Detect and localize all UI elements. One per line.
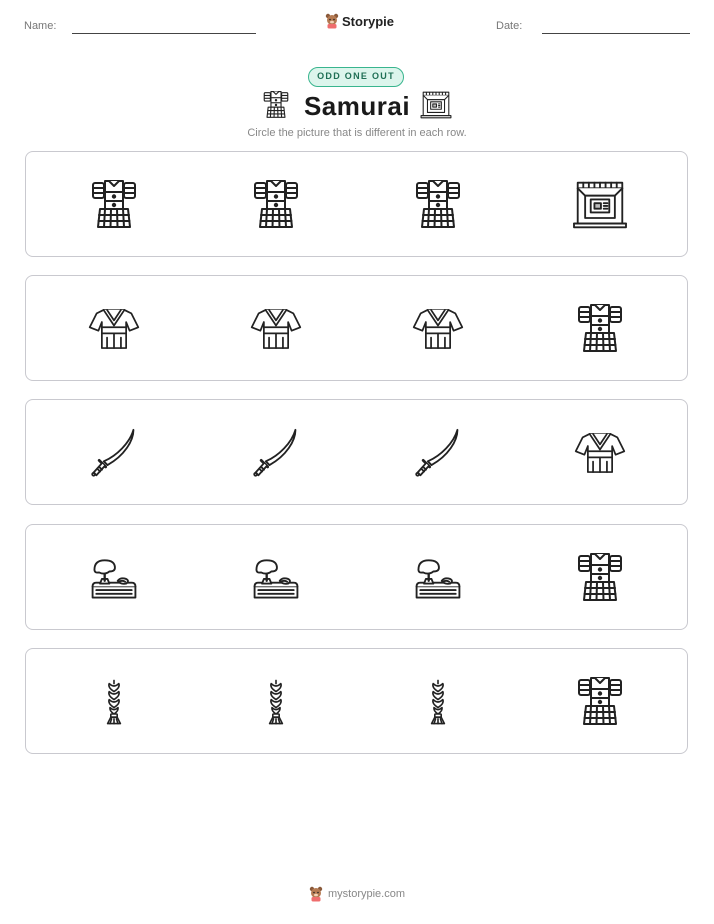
braid-picture[interactable]: [410, 674, 466, 730]
worksheet-header: [0, 0, 714, 50]
armor-picture[interactable]: [410, 177, 466, 233]
armor-picture[interactable]: [572, 301, 628, 357]
date-field[interactable]: [542, 33, 690, 34]
kimono-icon: [250, 304, 302, 354]
kimono-icon: [412, 304, 464, 354]
braid-icon: [94, 675, 134, 729]
footer: [0, 886, 714, 902]
name-label: Name:: [24, 20, 57, 32]
braid-icon: [418, 675, 458, 729]
picture-row: [25, 648, 688, 754]
armor-icon: [89, 177, 139, 233]
armor-picture[interactable]: [572, 550, 628, 606]
gate-picture[interactable]: [572, 177, 628, 233]
katana-icon: [89, 428, 139, 478]
armor-icon: [575, 301, 625, 357]
katana-picture[interactable]: [410, 425, 466, 481]
armor-icon: [575, 550, 625, 606]
page-title: Samurai: [303, 91, 411, 121]
zen-garden-picture[interactable]: [410, 550, 466, 606]
zen-garden-icon: [87, 554, 141, 602]
katana-picture[interactable]: [86, 425, 142, 481]
bear-mascot-icon: [325, 13, 339, 29]
picture-row: [25, 151, 688, 257]
braid-icon: [256, 675, 296, 729]
brand-logo: [325, 13, 394, 29]
gate-icon: [572, 179, 628, 231]
brand-name: Storypie: [342, 13, 395, 29]
katana-icon: [413, 428, 463, 478]
armor-icon: [251, 177, 301, 233]
armor-picture[interactable]: [248, 177, 304, 233]
kimono-icon: [88, 304, 140, 354]
armor-picture[interactable]: [86, 177, 142, 233]
braid-picture[interactable]: [248, 674, 304, 730]
katana-picture[interactable]: [248, 425, 304, 481]
kimono-picture[interactable]: [410, 301, 466, 357]
footer-url: mystorypie.com: [327, 888, 406, 900]
kimono-picture[interactable]: [248, 301, 304, 357]
date-label: Date:: [496, 20, 523, 32]
braid-picture[interactable]: [86, 674, 142, 730]
name-field[interactable]: [72, 33, 256, 34]
title-row: [0, 88, 714, 128]
armor-icon: [413, 177, 463, 233]
worksheet-type-badge: ODD ONE OUT: [308, 67, 404, 87]
zen-garden-picture[interactable]: [86, 550, 142, 606]
picture-row: [25, 524, 688, 630]
picture-row: [25, 275, 688, 381]
instructions: Circle the picture that is different in each row.: [247, 127, 467, 139]
armor-icon: [575, 674, 625, 730]
kimono-icon: [574, 428, 626, 478]
bear-mascot-icon: [309, 886, 323, 902]
kimono-picture[interactable]: [86, 301, 142, 357]
picture-row: [25, 399, 688, 505]
gate-icon: [420, 90, 452, 120]
kimono-picture[interactable]: [572, 425, 628, 481]
zen-garden-icon: [411, 554, 465, 602]
zen-garden-icon: [249, 554, 303, 602]
armor-picture[interactable]: [572, 674, 628, 730]
katana-icon: [251, 428, 301, 478]
zen-garden-picture[interactable]: [248, 550, 304, 606]
